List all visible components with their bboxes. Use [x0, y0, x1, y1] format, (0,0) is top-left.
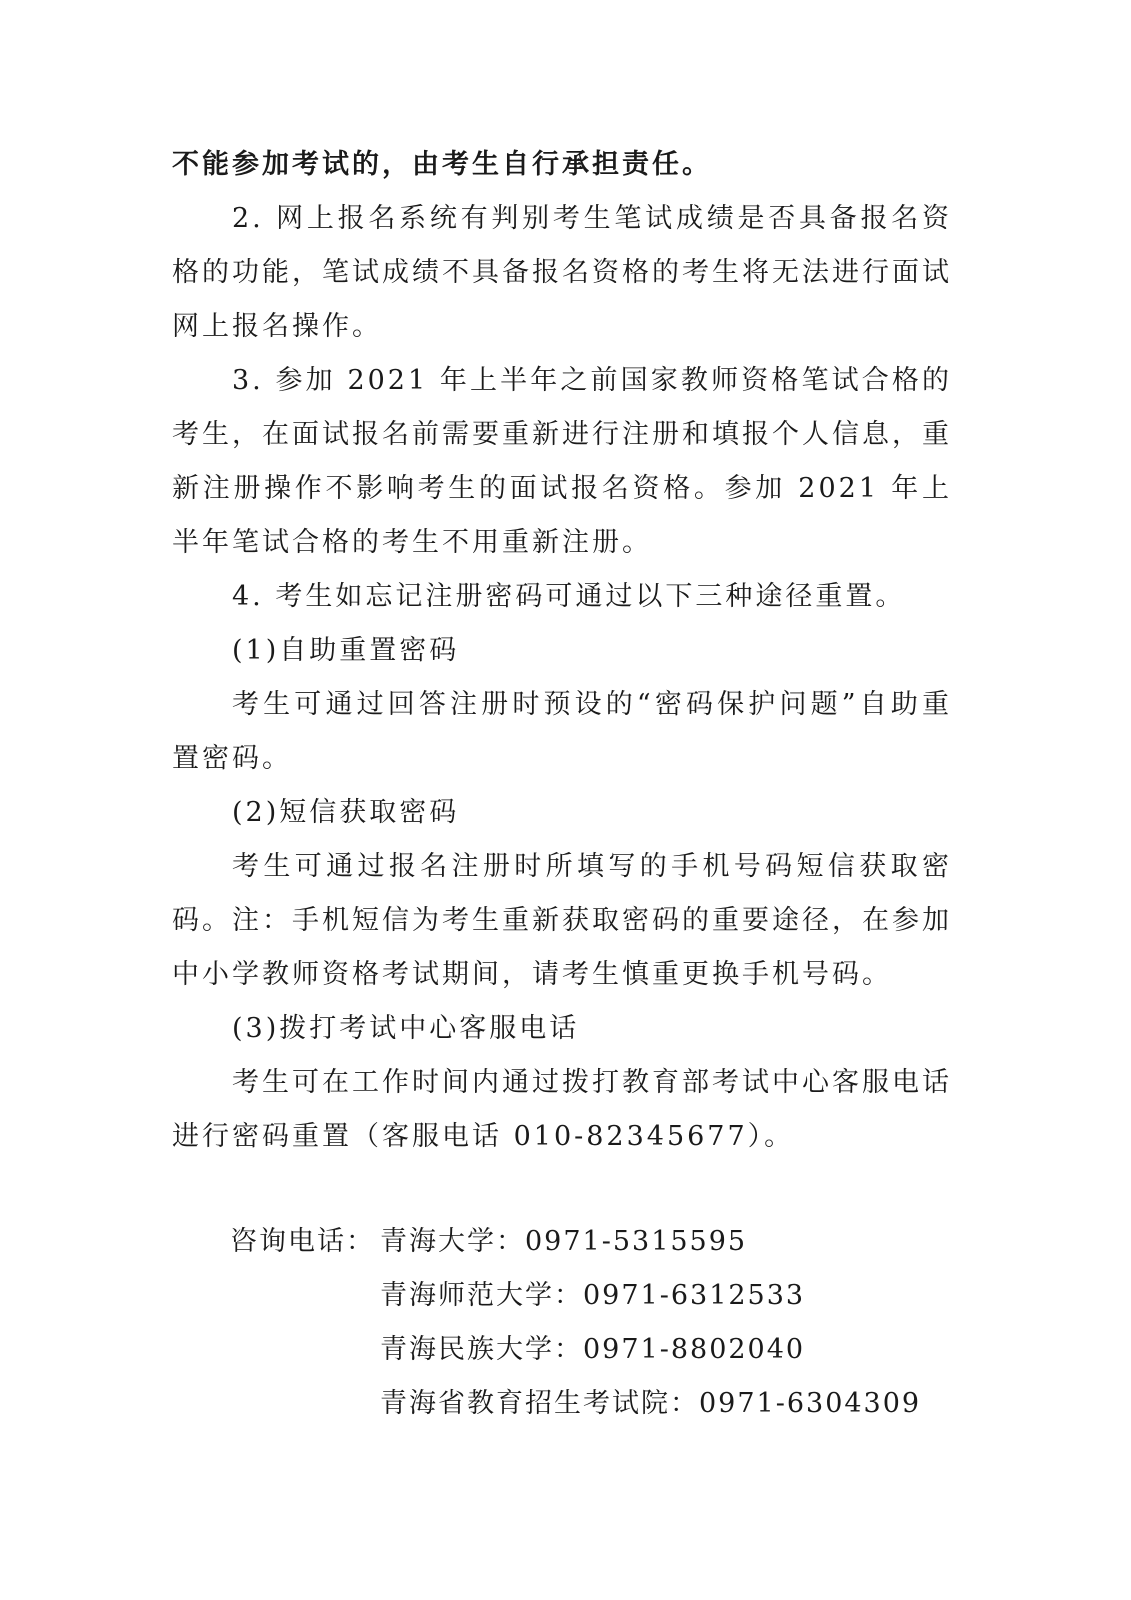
- contact-name: 青海省教育招生考试院: [380, 1388, 670, 1419]
- contact-name: 青海师范大学: [380, 1280, 554, 1311]
- subheading-hotline-reset: (3)拨打考试中心客服电话: [232, 1013, 580, 1044]
- paragraph-responsibility: 不能参加考试的，由考生自行承担责任。: [172, 149, 712, 180]
- contact-label: 咨询电话：: [230, 1226, 375, 1257]
- contact-row: [230, 1323, 950, 1377]
- subheading-self-reset: (1)自助重置密码: [232, 635, 460, 666]
- contact-name: 青海民族大学: [380, 1334, 554, 1365]
- paragraph-item-2: 2. 网上报名系统有判别考生笔试成绩是否具备报名资格的功能，笔试成绩不具备报名资格的考生将无法进行面试网上报名操作。: [172, 203, 952, 342]
- contact-separator: ：: [670, 1388, 699, 1419]
- contact-label-spacer: [230, 1377, 380, 1431]
- paragraph-sms-reset: 考生可通过报名注册时所填写的手机号码短信获取密码。注：手机短信为考生重新获取密码的重要途径，在参加中小学教师资格考试期间，请考生慎重更换手机号码。: [172, 851, 952, 990]
- paragraph-self-reset: 考生可通过回答注册时预设的“密码保护问题”自助重置密码。: [172, 689, 952, 774]
- contact-phone: 0971-6304309: [699, 1388, 922, 1419]
- contact-separator: ：: [554, 1280, 583, 1311]
- contact-separator: ：: [554, 1334, 583, 1365]
- contact-name: 青海大学: [380, 1226, 496, 1257]
- contact-phone: 0971-8802040: [583, 1334, 806, 1365]
- paragraph-hotline-reset: 考生可在工作时间内通过拨打教育部考试中心客服电话进行密码重置（客服电话 010-82345677）。: [172, 1067, 952, 1152]
- document-body: [172, 138, 952, 1164]
- contact-phone: 0971-5315595: [525, 1226, 748, 1257]
- contact-row: [230, 1215, 950, 1269]
- contact-label-spacer: [230, 1269, 380, 1323]
- subheading-sms-reset: (2)短信获取密码: [232, 797, 460, 828]
- paragraph-item-4: 4. 考生如忘记注册密码可通过以下三种途径重置。: [232, 581, 906, 612]
- contact-list: [230, 1215, 950, 1431]
- contact-phone: 0971-6312533: [583, 1280, 806, 1311]
- contact-row: [230, 1269, 950, 1323]
- contact-row: [230, 1377, 950, 1431]
- paragraph-item-3: 3. 参加 2021 年上半年之前国家教师资格笔试合格的考生，在面试报名前需要重新进行注册和填报个人信息，重新注册操作不影响考生的面试报名资格。参加 2021 年上半年笔试合格的考生不用重新注册。: [172, 365, 952, 558]
- contact-label-spacer: [230, 1323, 380, 1377]
- contact-separator: ：: [496, 1226, 525, 1257]
